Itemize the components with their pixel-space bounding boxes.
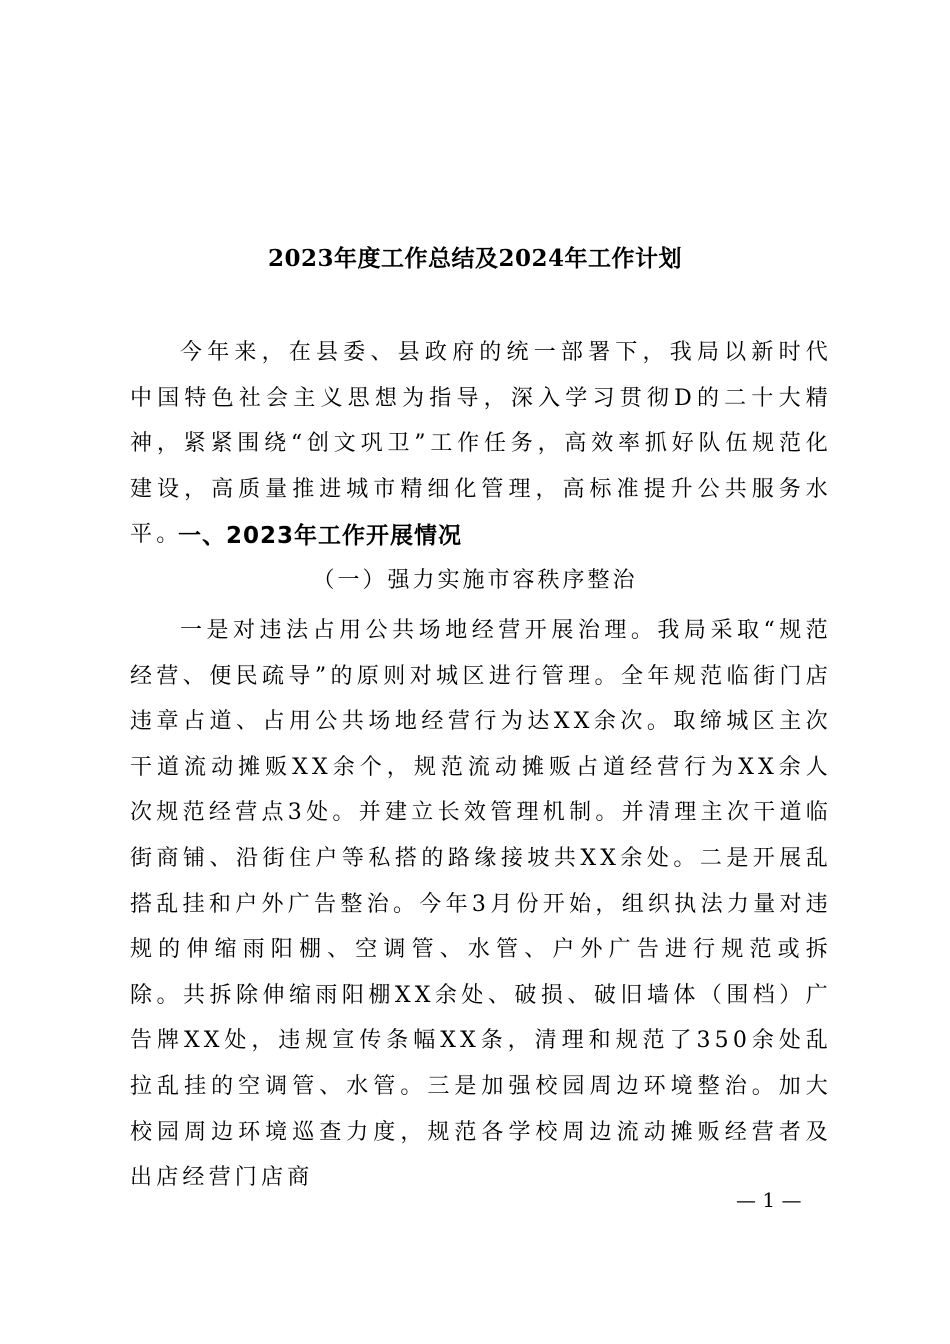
document-title: 2023年度工作总结及2024年工作计划	[267, 245, 683, 272]
intro-paragraph: 今年来，在县委、县政府的统一部署下，我局以新时代中国特色社会主义思想为指导，深入学习贯彻D的二十大精神，紧紧围绕“创文巩卫”工作任务，高效率抓好队伍规范化建设，高质量推进城市精细化管理，高标准提升公共服务水平。	[130, 340, 832, 548]
page-number: — 1 —	[736, 1188, 802, 1212]
section-heading: 一、2023年工作开展情况	[178, 523, 463, 549]
body-paragraph: 一是对违法占用公共场地经营开展治理。我局采取“规范经营、便民疏导”的原则对城区进行管理。全年规范临街门店违章占道、占用公共场地经营行为达XX余次。取缔城区主次干道流动摊贩XX余个，规范流动摊贩占道经营行为XX余人次规范经营点3处。并建立长效管理机制。并清理主次干道临街商铺、沿街住户等私搭的路缘接坡共XX余处。二是开展乱搭乱挂和户外广告整治。今年3月份开始，组织执法力量对违规的伸缩雨阳棚、空调管、水管、户外广告进行规范或拆除。共拆除伸缩雨阳棚XX余处、破损、破旧墙体（围档）广告牌XX处，违规宣传条幅XX条，清理和规范了350余处乱拉乱挂的空调管、水管。三是加强校园周边环境整治。加大校园周边环境巡查力度，规范各学校周边流动摊贩经营者及出店经营门店商	[130, 618, 832, 1191]
subsection-heading: （一）强力实施市容秩序整治	[312, 568, 638, 593]
